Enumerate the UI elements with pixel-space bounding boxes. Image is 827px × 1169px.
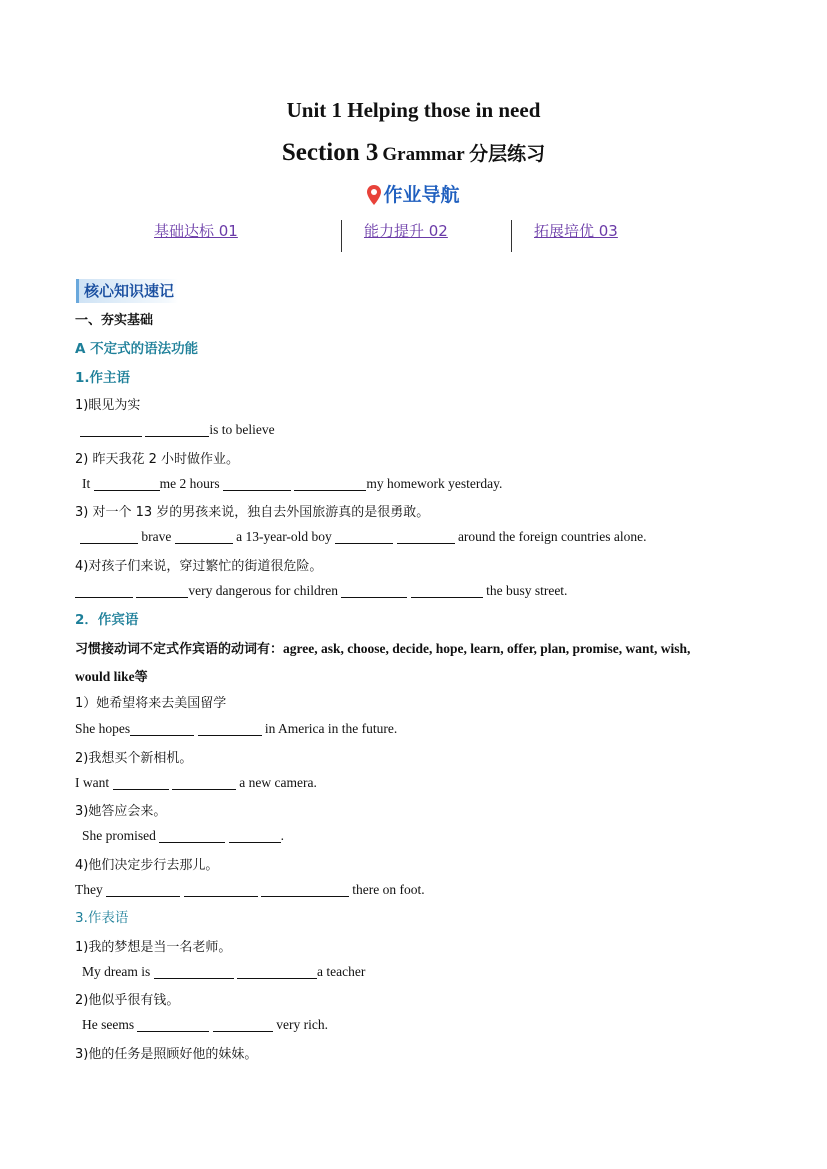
answer-line: He seems very rich. xyxy=(82,1017,328,1032)
answer-blank[interactable] xyxy=(184,882,258,897)
answer-blank[interactable] xyxy=(130,721,194,736)
answer-blank[interactable] xyxy=(137,1017,209,1032)
answer-blank[interactable] xyxy=(175,529,233,544)
question-chinese: 1）她希望将来去美国留学 xyxy=(75,696,227,711)
answer-blank[interactable] xyxy=(172,775,236,790)
answer-line: She hopes in America in the future. xyxy=(75,721,398,736)
answer-line: My dream is a teacher xyxy=(82,964,366,979)
answer-blank[interactable] xyxy=(198,721,262,736)
question-chinese: 4)对孩子们来说，穿过繁忙的街道很危险。 xyxy=(75,559,323,574)
question-chinese: 1)我的梦想是当一名老师。 xyxy=(75,940,232,955)
subject-heading: 1.作主语 xyxy=(75,370,131,386)
nav-link-ability[interactable]: 能力提升 02 xyxy=(364,222,448,240)
section-title xyxy=(0,139,827,167)
answer-line: I want a new camera. xyxy=(75,775,317,790)
core-knowledge-badge: 核心知识速记 xyxy=(76,279,178,303)
answer-blank[interactable] xyxy=(94,476,160,491)
unit-title: Unit 1 Helping those in need xyxy=(286,98,541,122)
section-subtitle: Grammar 分层练习 xyxy=(382,144,546,165)
answer-blank[interactable] xyxy=(261,882,349,897)
answer-blank[interactable] xyxy=(294,476,366,491)
question-chinese: 1)眼见为实 xyxy=(75,398,141,413)
answer-blank[interactable] xyxy=(145,422,209,437)
answer-line: brave a 13-year-old boy around the foreign countries alone. xyxy=(80,529,647,545)
answer-line: She promised . xyxy=(82,828,284,843)
object-verbs-note-cont: would like等 xyxy=(75,669,148,685)
location-pin-icon xyxy=(367,185,381,205)
answer-blank[interactable] xyxy=(411,583,483,598)
answer-blank[interactable] xyxy=(154,964,234,979)
object-verbs-note: 习惯接动词不定式作宾语的动词有：agree, ask, choose, decide, hope, learn, offer, plan, promise, want, wish, xyxy=(75,641,691,657)
nav-divider xyxy=(341,220,342,252)
nav-divider xyxy=(511,220,512,252)
answer-blank[interactable] xyxy=(397,529,455,544)
question-chinese: 3) 对一个 13 岁的男孩来说，独自去外国旅游真的是很勇敢。 xyxy=(75,505,430,520)
answer-blank[interactable] xyxy=(223,476,291,491)
answer-blank[interactable] xyxy=(75,583,133,598)
question-chinese: 2)他似乎很有钱。 xyxy=(75,993,180,1008)
answer-blank[interactable] xyxy=(113,775,169,790)
answer-blank[interactable] xyxy=(237,964,317,979)
nav-link-extension[interactable]: 拓展培优 03 xyxy=(534,222,618,240)
answer-line: They there on foot. xyxy=(75,882,425,897)
question-chinese: 3)她答应会来。 xyxy=(75,804,167,819)
question-chinese: 2) 昨天我花 2 小时做作业。 xyxy=(75,452,240,467)
answer-blank[interactable] xyxy=(335,529,393,544)
answer-blank[interactable] xyxy=(80,422,142,437)
answer-line: is to believe xyxy=(80,422,275,438)
answer-line: very dangerous for children the busy street. xyxy=(75,583,567,599)
grammar-heading: A 不定式的语法功能 xyxy=(75,341,199,357)
homework-nav-title xyxy=(0,180,827,207)
answer-blank[interactable] xyxy=(80,529,138,544)
section-heading: 一、夯实基础 xyxy=(75,313,154,328)
question-chinese: 3)他的任务是照顾好他的妹妹。 xyxy=(75,1047,258,1062)
answer-blank[interactable] xyxy=(341,583,407,598)
nav-link-basic[interactable]: 基础达标 01 xyxy=(154,222,238,240)
object-heading: 2．作宾语 xyxy=(75,612,139,628)
answer-blank[interactable] xyxy=(106,882,180,897)
question-chinese: 4)他们决定步行去那儿。 xyxy=(75,858,219,873)
answer-blank[interactable] xyxy=(229,828,281,843)
answer-blank[interactable] xyxy=(136,583,188,598)
answer-line: It me 2 hours my homework yesterday. xyxy=(82,476,503,491)
homework-nav-label: 作业导航 xyxy=(383,184,460,206)
answer-blank[interactable] xyxy=(159,828,225,843)
section-number: Section 3 xyxy=(281,139,379,166)
predicative-heading: 3.作表语 xyxy=(75,910,129,926)
question-chinese: 2)我想买个新相机。 xyxy=(75,751,193,766)
answer-blank[interactable] xyxy=(213,1017,273,1032)
